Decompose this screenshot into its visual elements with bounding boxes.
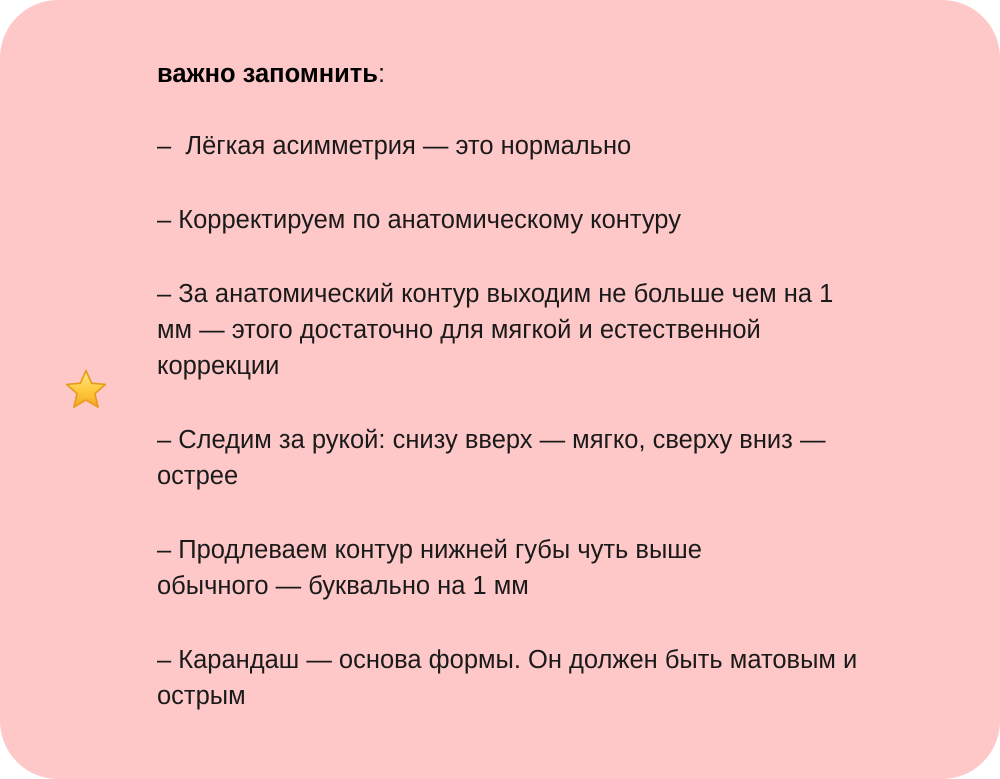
heading-title: важно запомнить [157,60,378,88]
note-content [157,56,937,714]
list-item: – За анатомический контур выходим не больше чем на 1 мм — этого достаточно для мягкой и естественной коррекции [157,280,834,380]
list-item: – Корректируем по анатомическому контуру [157,206,681,234]
star-icon [63,368,109,412]
heading-colon: : [377,60,386,88]
list-item: – Карандаш — основа формы. Он должен быть матовым и острым [157,646,858,710]
list-item: – Следим за рукой: снизу вверх — мягко, сверху вниз — острее [157,426,826,490]
list-item: – Продлеваем контур нижней губы чуть выше обычного — буквально на 1 мм [157,536,702,600]
list-item: – Лёгкая асимметрия — это нормально [157,132,632,160]
note-heading [157,56,937,92]
